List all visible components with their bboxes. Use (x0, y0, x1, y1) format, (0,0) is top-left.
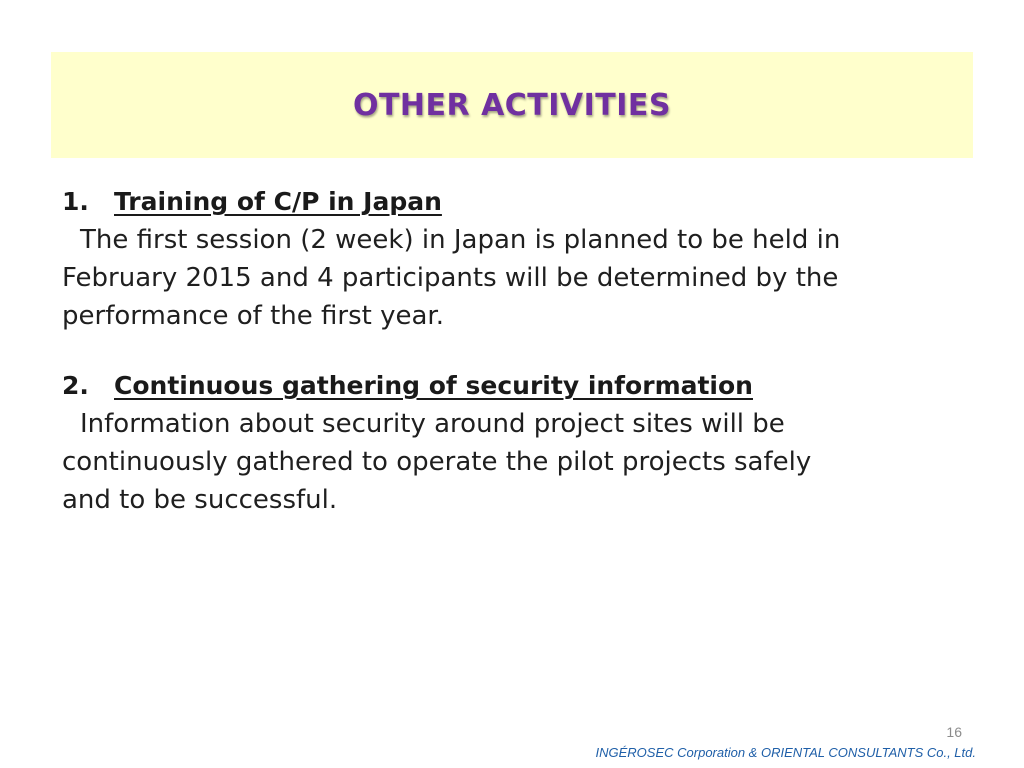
slide-content (62, 183, 922, 519)
activity-item-1 (62, 183, 922, 335)
activity-body: The first session (2 week) in Japan is planned to be held in February 2015 and 4 participants will be determined by the performance of the first year. (62, 225, 841, 331)
activity-heading-text: Training of C/P in Japan (114, 187, 442, 216)
activity-body: Information about security around project sites will be continuously gathered to operate the pilot projects safely and to be successful. (62, 409, 812, 515)
activity-heading-1 (62, 183, 922, 221)
activity-heading-2 (62, 367, 922, 405)
activity-heading-text: Continuous gathering of security information (114, 371, 753, 400)
activity-number: 2. (62, 371, 89, 400)
activity-item-2 (62, 367, 922, 519)
title-band (51, 52, 973, 158)
footer-credit: INGÉROSEC Corporation & ORIENTAL CONSULTANTS Co., Ltd. (595, 745, 976, 760)
page-number: 16 (946, 724, 962, 740)
activity-number: 1. (62, 187, 89, 216)
slide-title: OTHER ACTIVITIES (352, 87, 672, 123)
